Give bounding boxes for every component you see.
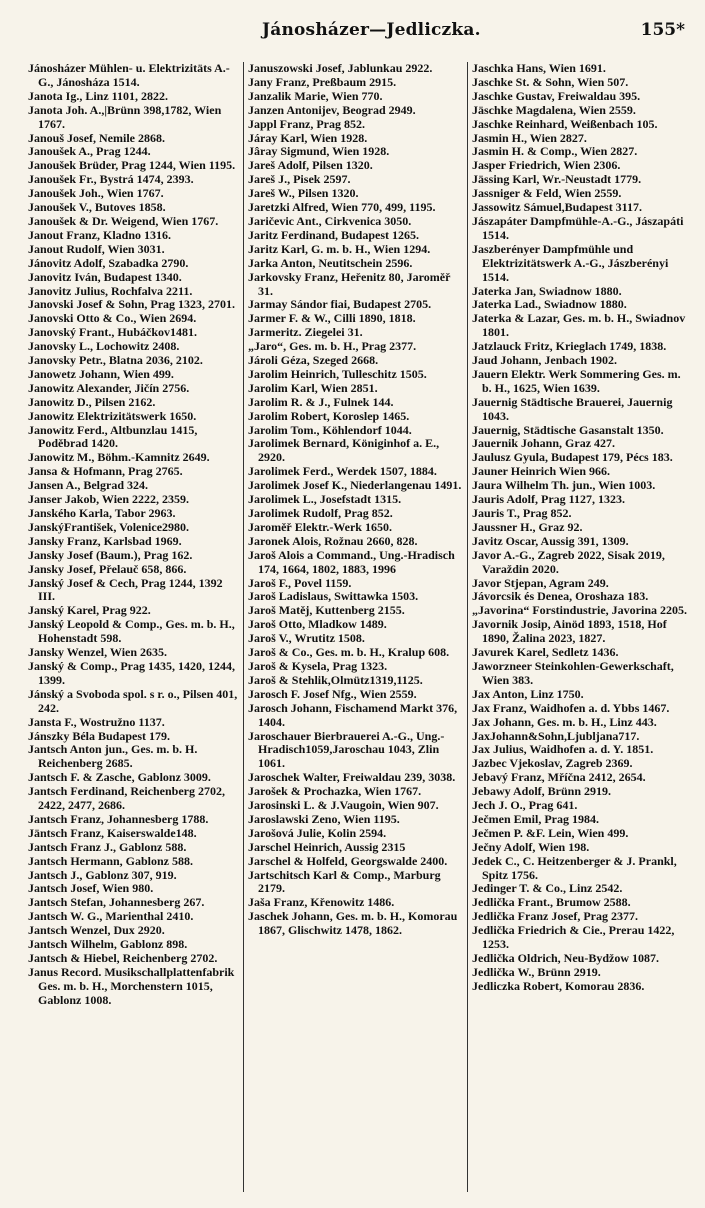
directory-entry: Jasmin H. & Comp., Wien 2827. <box>472 144 638 159</box>
directory-entry: Jarschel & Holfeld, Georgswalde 2400. <box>248 853 448 868</box>
directory-entry: Jarosch Johann, Fischamend Markt 376, 1404. <box>248 700 458 729</box>
directory-entry: Janoušek & Dr. Weigend, Wien 1767. <box>28 213 219 228</box>
directory-entry: Jazbec Vjekoslav, Zagreb 2369. <box>472 756 633 771</box>
directory-entry: Jax Julius, Waidhofen a. d. Y. 1851. <box>472 742 654 757</box>
directory-entry: Jarolimek Ferd., Werdek 1507, 1884. <box>248 464 437 479</box>
directory-entry: Janoušek V., Butoves 1858. <box>28 200 166 215</box>
directory-entry: Janouš Josef, Nemile 2868. <box>28 130 165 145</box>
directory-entry: Jaterka & Lazar, Ges. m. b. H., Swiadnov 1801. <box>472 311 686 340</box>
directory-entry: Jarošek & Prochazka, Wien 1767. <box>248 784 422 799</box>
directory-entry: Jedliczka Robert, Komorau 2836. <box>472 978 645 993</box>
directory-entry: Jax Anton, Linz 1750. <box>472 686 584 701</box>
directory-entry: Jedlička Frant., Brumow 2588. <box>472 895 631 910</box>
directory-entry: Jantsch Franz J., Gablonz 588. <box>28 839 187 854</box>
directory-entry: Jarmay Sándor fiai, Budapest 2705. <box>248 297 432 312</box>
directory-entry: Jebawy Adolf, Brünn 2919. <box>472 784 612 799</box>
directory-entry: Jauernig Städtische Brauerei, Jauernig 1043. <box>472 394 673 423</box>
directory-entry: Janota Joh. A.,|Brünn 398,1782, Wien 1767. <box>28 102 222 131</box>
directory-entry: Ječmen Emil, Prag 1984. <box>472 811 599 826</box>
directory-entry: Jantsch Wenzel, Dux 2920. <box>28 923 165 938</box>
directory-entry: Jedlička W., Brünn 2919. <box>472 964 601 979</box>
directory-entry: Janovitz Julius, Rochfalva 2211. <box>28 283 193 298</box>
directory-entry: Jedlička Oldrich, Neu-Bydžow 1087. <box>472 951 660 965</box>
directory-entry: Javornik Josip, Ainöd 1893, 1518, Hof 1890, Žalina 2023, 1827. <box>472 617 667 646</box>
directory-entry: Janovski Otto & Co., Wien 2694. <box>28 311 197 326</box>
directory-entry: Jaroschauer Bierbrauerei A.-G., Ung.-Hradisch1059,Jaroschau 1043, Zlin 1061. <box>248 728 445 771</box>
directory-entry: Janoušek A., Prag 1244. <box>28 144 151 159</box>
directory-entry: Jaša Franz, Křenowitz 1486. <box>248 895 395 910</box>
directory-entry: Janský Leopold & Comp., Ges. m. b. H., Hohenstadt 598. <box>28 617 235 646</box>
directory-entry: Ječny Adolf, Wien 198. <box>472 839 590 854</box>
directory-entry: Janovitz Iván, Budapest 1340. <box>28 269 182 284</box>
directory-entry: Jäschke Magdalena, Wien 2559. <box>472 102 636 117</box>
directory-entry: Janowitz D., Pilsen 2162. <box>28 394 156 409</box>
directory-entry: Janowetz Johann, Wien 499. <box>28 366 174 381</box>
directory-entry: Ječmen P. &F. Lein, Wien 499. <box>472 825 629 840</box>
directory-entry: Jarošová Julie, Kolin 2594. <box>248 825 387 840</box>
directory-entry: Jánský a Svoboda spol. s r. o., Pilsen 401, 242. <box>28 686 238 715</box>
directory-entry: Janovski Josef & Sohn, Prag 1323, 2701. <box>28 297 236 312</box>
directory-entry: Jaszberényer Dampfmühle und Elektrizitätswerk A.-G., Jászberényi 1514. <box>472 241 669 284</box>
directory-entry: Jaroš & Kysela, Prag 1323. <box>248 658 388 673</box>
directory-entry: Janowitz M., Böhm.-Kamnitz 2649. <box>28 450 210 465</box>
directory-entry: Jarolimek Josef K., Niederlangenau 1491. <box>248 478 462 493</box>
directory-entry: Janovsky Petr., Blatna 2036, 2102. <box>28 353 203 368</box>
page-header <box>0 20 705 44</box>
directory-entry: Janser Jakob, Wien 2222, 2359. <box>28 492 190 507</box>
directory-entry: Jarolimek Rudolf, Prag 852. <box>248 506 393 520</box>
directory-entry: Jech J. O., Prag 641. <box>472 798 578 813</box>
directory-entry: Jasper Friedrich, Wien 2306. <box>472 158 621 173</box>
directory-entry: Javor A.-G., Zagreb 2022, Sisak 2019, Varaždin 2020. <box>472 547 665 576</box>
directory-entry: Jappl Franz, Prag 852. <box>248 116 365 131</box>
directory-entry: Janota Ig., Linz 1101, 2822. <box>28 88 169 103</box>
directory-entry: Jedlička Franz Josef, Prag 2377. <box>472 909 638 924</box>
directory-entry: Jansky Josef, Přelauč 658, 866. <box>28 561 187 576</box>
directory-entry: Jaschek Johann, Ges. m. b. H., Komorau 1867, Glischwitz 1478, 1862. <box>248 909 458 938</box>
directory-entry: Jedek C., C. Heitzenberger & J. Prankl, Spitz 1756. <box>472 853 677 882</box>
directory-entry: Jansky Wenzel, Wien 2635. <box>28 645 168 660</box>
directory-entry: Janovsky L., Lochowitz 2408. <box>28 339 180 354</box>
directory-entry: Jantsch & Hiebel, Reichenberg 2702. <box>28 951 218 965</box>
directory-entry: Javurek Karel, Sedletz 1436. <box>472 645 619 660</box>
directory-entry: Jäntsch Franz, Kaiserswalde148. <box>28 825 197 840</box>
directory-entry: Jaroš Matěj, Kuttenberg 2155. <box>248 603 405 618</box>
directory-entry: Jantsch Josef, Wien 980. <box>28 881 154 896</box>
directory-entry: Jareš Adolf, Pilsen 1320. <box>248 158 373 173</box>
directory-entry: Jaroš & Co., Ges. m. b. H., Kralup 608. <box>248 645 450 660</box>
directory-entry: Jánszky Béla Budapest 179. <box>28 728 171 743</box>
directory-entry: Jarolimek Bernard, Königinhof a. E., 2920. <box>248 436 440 465</box>
directory-entry: Jedlička Friedrich & Cie., Prerau 1422, 1253. <box>472 923 675 952</box>
directory-entry: „Jaro“, Ges. m. b. H., Prag 2377. <box>248 339 417 354</box>
directory-entry: Javor Stjepan, Agram 249. <box>472 575 609 590</box>
directory-entry: Jauern Elektr. Werk Sommering Ges. m. b. H., 1625, Wien 1639. <box>472 366 681 395</box>
directory-entry: Jarolimek L., Josefstadt 1315. <box>248 492 402 507</box>
column-3 <box>472 62 688 1192</box>
directory-entry: Jauernig, Städtische Gasanstalt 1350. <box>472 422 664 437</box>
directory-entry: Jarmer F. & W., Cilli 1890, 1818. <box>248 311 416 326</box>
directory-entry: Javitz Oscar, Aussig 391, 1309. <box>472 533 629 548</box>
directory-entry: Jedinger T. & Co., Linz 2542. <box>472 881 623 896</box>
directory-entry: Jartschitsch Karl & Comp., Marburg 2179. <box>248 867 441 896</box>
directory-entry: Jax Johann, Ges. m. b. H., Linz 443. <box>472 714 657 729</box>
page-number: 155* <box>640 20 685 40</box>
column-2 <box>248 62 464 1192</box>
directory-entry: Jaroš V., Wrutitz 1508. <box>248 631 365 646</box>
directory-entry: Jauernik Johann, Graz 427. <box>472 436 616 451</box>
directory-entry: Jánovitz Adolf, Szabadka 2790. <box>28 255 189 270</box>
directory-entry: Jansky Josef (Baum.), Prag 162. <box>28 547 193 562</box>
column-divider <box>243 62 244 1192</box>
directory-entry: Jax Franz, Waidhofen a. d. Ybbs 1467. <box>472 700 670 715</box>
directory-entry: Jaterka Jan, Swiadnow 1880. <box>472 283 622 298</box>
directory-entry: Jantsch Stefan, Johannesberg 267. <box>28 895 205 910</box>
directory-entry: Jaschka Hans, Wien 1691. <box>472 62 606 75</box>
directory-entry: Jánosházer Mühlen- u. Elektrizitäts A.-G., Jánosháza 1514. <box>28 62 230 89</box>
directory-entry: Jantsch Anton jun., Ges. m. b. H. Reichenberg 2685. <box>28 742 198 771</box>
directory-entry: Jässing Karl, Wr.-Neustadt 1779. <box>472 172 642 187</box>
directory-entry: Jassniger & Feld, Wien 2559. <box>472 186 622 201</box>
directory-entry: Janout Franz, Kladno 1316. <box>28 227 172 242</box>
directory-entry: Jarolim R. & J., Fulnek 144. <box>248 394 394 409</box>
directory-entry: Jaritz Ferdinand, Budapest 1265. <box>248 227 420 242</box>
directory-entry: Jareš J., Pisek 2597. <box>248 172 351 187</box>
directory-entry: Jantsch J., Gablonz 307, 919. <box>28 867 177 882</box>
directory-entry: Jantsch F. & Zasche, Gablonz 3009. <box>28 770 211 785</box>
directory-entry: Jauris T., Prag 852. <box>472 506 572 520</box>
directory-entry: Jauris Adolf, Prag 1127, 1323. <box>472 492 626 507</box>
directory-entry: Janoušek Fr., Bystrá 1474, 2393. <box>28 172 194 187</box>
directory-entry: Jároli Géza, Szeged 2668. <box>248 353 379 368</box>
directory-entry: Janzalik Marie, Wien 770. <box>248 88 383 103</box>
directory-entry: Járay Karl, Wien 1928. <box>248 130 368 145</box>
directory-entry: Jarosinski L. & J.Vaugoin, Wien 907. <box>248 798 439 813</box>
directory-entry: Janowitz Alexander, Jičín 2756. <box>28 380 190 395</box>
directory-entry: Jany Franz, Preßbaum 2915. <box>248 74 397 89</box>
directory-entry: Jarka Anton, Neutitschein 2596. <box>248 255 413 270</box>
directory-entry: Jaworzneer Steinkohlen-Gewerkschaft, Wien 383. <box>472 658 674 687</box>
directory-entry: Januszowski Josef, Jablunkau 2922. <box>248 62 433 75</box>
directory-entry: Jaschke St. & Sohn, Wien 507. <box>472 74 629 89</box>
directory-entry: Jaura Wilhelm Th. jun., Wien 1003. <box>472 478 656 493</box>
directory-entry: Jansky Franz, Karlsbad 1969. <box>28 533 182 548</box>
directory-entry: Jantsch Wilhelm, Gablonz 898. <box>28 937 188 952</box>
directory-entry: Jaričevic Ant., Cirkvenica 3050. <box>248 213 412 228</box>
directory-entry: Jarschel Heinrich, Aussig 2315 <box>248 839 406 854</box>
directory-entry: Jarosch F. Josef Nfg., Wien 2559. <box>248 686 417 701</box>
directory-entry: Jaroměř Elektr.-Werk 1650. <box>248 519 392 534</box>
directory-entry: Jarolim Karl, Wien 2851. <box>248 380 378 395</box>
directory-entry: Jaretzki Alfred, Wien 770, 499, 1195. <box>248 200 436 215</box>
directory-entry: Jareš W., Pilsen 1320. <box>248 186 359 201</box>
directory-entry: Jassowitz Sámuel,Budapest 3117. <box>472 200 643 215</box>
directory-entry: Janovský Frant., Hubáčkov1481. <box>28 325 198 340</box>
directory-entry: Janský & Comp., Prag 1435, 1420, 1244, 1399. <box>28 658 236 687</box>
directory-entry: Jantsch Hermann, Gablonz 588. <box>28 853 194 868</box>
directory-entry: Janowitz Elektrizitätswerk 1650. <box>28 408 197 423</box>
directory-entry: Jaschke Reinhard, Weißenbach 105. <box>472 116 658 131</box>
directory-entry: Jaud Johann, Jenbach 1902. <box>472 353 618 368</box>
directory-entry: Janský Josef & Cech, Prag 1244, 1392 III. <box>28 575 223 604</box>
directory-entry: Jaroslawski Zeno, Wien 1195. <box>248 811 400 826</box>
directory-entry: Jansen A., Belgrad 324. <box>28 478 149 493</box>
running-title: Jánosházer—Jedliczka. <box>262 20 481 40</box>
directory-entry: Janzen Antonijev, Beograd 2949. <box>248 102 416 117</box>
directory-entry: Jaronek Alois, Rožnau 2660, 828. <box>248 533 418 548</box>
directory-entry: Jaroš Ladislaus, Swittawka 1503. <box>248 589 419 604</box>
directory-entry: Jansta F., Wostružno 1137. <box>28 714 165 729</box>
directory-entry: Janský Karel, Prag 922. <box>28 603 151 618</box>
directory-entry: Jansa & Hofmann, Prag 2765. <box>28 464 183 479</box>
column-divider <box>467 62 468 1192</box>
directory-entry: Jantsch Franz, Johannesberg 1788. <box>28 811 209 826</box>
directory-entry: Jaritz Karl, G. m. b. H., Wien 1294. <box>248 241 431 256</box>
directory-entry: Jaulusz Gyula, Budapest 179, Pécs 183. <box>472 450 673 465</box>
directory-entry: Jarolim Heinrich, Tulleschitz 1505. <box>248 366 427 381</box>
directory-entry: Jaroš F., Povel 1159. <box>248 575 352 590</box>
directory-entry: Jâray Sigmund, Wien 1928. <box>248 144 390 159</box>
directory-entry: Jaussner H., Graz 92. <box>472 519 583 534</box>
directory-entry: Jávorcsik és Denea, Oroshaza 183. <box>472 589 649 604</box>
directory-entry: Janowitz Ferd., Altbunzlau 1415, Poděbrad 1420. <box>28 422 198 451</box>
directory-entry: Jebavý Franz, Mříčna 2412, 2654. <box>472 770 646 785</box>
directory-entry: Jarmeritz. Ziegelei 31. <box>248 325 363 340</box>
directory-entry: Jaroš & Stehlik,Olmütz1319,1125. <box>248 672 423 687</box>
directory-entry: Janoušek Joh., Wien 1767. <box>28 186 164 201</box>
directory-entry: Jasmin H., Wien 2827. <box>472 130 587 145</box>
directory-entry: Janského Karla, Tabor 2963. <box>28 506 176 520</box>
directory-entry: Jászapáter Dampfmühle-A.-G., Jászapáti 1514. <box>472 213 684 242</box>
directory-entry: Jarolim Robert, Koroslep 1465. <box>248 408 410 423</box>
directory-entry: Janus Record. Musikschallplattenfabrik Ges. m. b. H., Morchenstern 1015, Gablonz 1008. <box>28 964 235 1007</box>
directory-entry: Jarolim Tom., Köhlendorf 1044. <box>248 422 412 437</box>
directory-entry: JanskýFrantišek, Volenice2980. <box>28 519 190 534</box>
directory-entry: Jantsch W. G., Marienthal 2410. <box>28 909 194 924</box>
directory-entry: JaxJohann&Sohn,Ljubljana717. <box>472 728 640 743</box>
directory-entry: Jaschke Gustav, Freiwaldau 395. <box>472 88 641 103</box>
column-1 <box>28 62 238 1192</box>
directory-entry: Jaroš Otto, Mladkow 1489. <box>248 617 387 632</box>
directory-entry: Jauner Heinrich Wien 966. <box>472 464 611 479</box>
directory-entry: Jarkovsky Franz, Heřenitz 80, Jaroměř 31. <box>248 269 451 298</box>
directory-entry: Jatzlauck Fritz, Krieglach 1749, 1838. <box>472 339 667 354</box>
directory-entry: Jantsch Ferdinand, Reichenberg 2702, 2422, 2477, 2686. <box>28 784 226 813</box>
directory-entry: Janout Rudolf, Wien 3031. <box>28 241 165 256</box>
directory-columns <box>28 62 688 1192</box>
directory-entry: Jaterka Lad., Swiadnow 1880. <box>472 297 627 312</box>
directory-entry: Jaroschek Walter, Freiwaldau 239, 3038. <box>248 770 456 785</box>
directory-entry: Jaroš Alois a Command., Ung.-Hradisch 174, 1664, 1802, 1883, 1996 <box>248 547 455 576</box>
directory-entry: Janoušek Brüder, Prag 1244, Wien 1195. <box>28 158 236 173</box>
directory-entry: „Javorina“ Forstindustrie, Javorina 2205. <box>472 603 687 618</box>
